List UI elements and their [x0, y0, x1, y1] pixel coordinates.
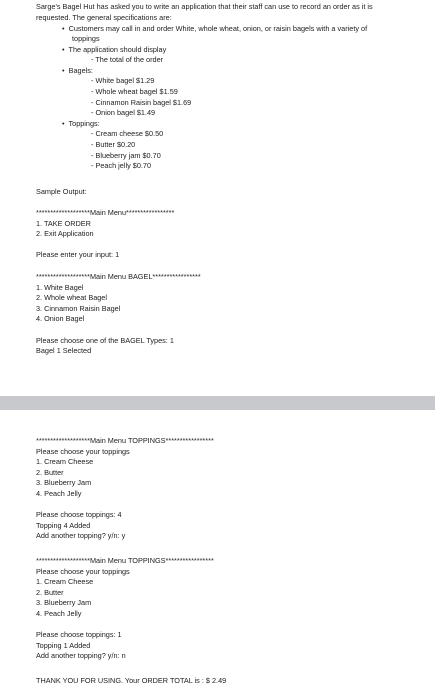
- menu-prompt: Add another topping? y/n: y: [36, 531, 126, 541]
- spec-sub: - Blueberry jam $0.70: [91, 150, 161, 160]
- menu-subheader: Please choose your toppings: [36, 446, 130, 456]
- menu-header: *******************Main Menu TOPPINGS*****************: [36, 436, 214, 445]
- menu-item: 4. Peach Jelly: [36, 608, 82, 618]
- menu-item: 2. Butter: [36, 467, 64, 477]
- menu-prompt: Please choose toppings: 4: [36, 510, 122, 520]
- spec-sub: - Onion bagel $1.49: [91, 108, 156, 118]
- spec-sub: - The total of the order: [91, 55, 164, 65]
- sample-output-label: Sample Output:: [36, 187, 87, 196]
- menu-header: *******************Main Menu*****************: [36, 208, 175, 217]
- spec-sub: - Whole wheat bagel $1.59: [91, 87, 178, 97]
- page-separator: [0, 396, 435, 410]
- menu-item: 1. Cream Cheese: [36, 457, 94, 467]
- menu-item: 3. Blueberry Jam: [36, 478, 92, 488]
- spec-continuation: toppings: [72, 34, 100, 44]
- spec-bullet: • Toppings:: [62, 118, 100, 128]
- menu-item: 2. Exit Application: [36, 229, 94, 239]
- spec-bullet: • Customers may call in and order White, whole wheat, onion, or raisin bagels with a variety of: [62, 23, 368, 33]
- menu-item: 4. Onion Bagel: [36, 314, 85, 324]
- menu-item: 1. Cream Cheese: [36, 577, 94, 587]
- menu-prompt: Please choose one of the BAGEL Types: 1: [36, 335, 174, 345]
- menu-prompt: Please enter your input: 1: [36, 250, 120, 260]
- menu-item: 2. Whole wheat Bagel: [36, 293, 107, 303]
- toppings-menu-block: [36, 436, 426, 542]
- spec-bullet: • Bagels:: [62, 65, 93, 75]
- intro-line: requested. The general specifications are:: [36, 12, 172, 22]
- bagel-menu-block: [36, 272, 426, 357]
- menu-item: 3. Blueberry Jam: [36, 598, 92, 608]
- spec-sub: - Cream cheese $0.50: [91, 129, 164, 139]
- toppings-menu-block: [36, 556, 426, 662]
- spec-bullet: • The application should display: [62, 44, 167, 54]
- menu-subheader: Please choose your toppings: [36, 566, 130, 576]
- menu-result: Topping 4 Added: [36, 520, 91, 530]
- order-total-line: THANK YOU FOR USING. Your ORDER TOTAL is : $ 2.49: [36, 676, 227, 685]
- menu-prompt: Please choose toppings: 1: [36, 630, 122, 640]
- menu-header: *******************Main Menu TOPPINGS*****************: [36, 556, 214, 565]
- spec-sub: - White bagel $1.29: [91, 76, 155, 86]
- spec-sub: - Butter $0.20: [91, 140, 136, 150]
- menu-item: 1. White Bagel: [36, 282, 84, 292]
- menu-item: 4. Peach Jelly: [36, 488, 82, 498]
- spec-sub: - Cinnamon Raisin bagel $1.69: [91, 97, 192, 107]
- spec-sub: - Peach jelly $0.70: [91, 161, 152, 171]
- menu-item: 3. Cinnamon Raisin Bagel: [36, 303, 121, 313]
- specs-list: [62, 24, 432, 172]
- main-menu-block: [36, 208, 426, 261]
- intro-line: Sarge's Bagel Hut has asked you to write an application that their staff can use to record an order as it is: [36, 2, 373, 11]
- menu-result: Bagel 1 Selected: [36, 346, 92, 356]
- menu-header: *******************Main Menu BAGEL*****************: [36, 272, 201, 281]
- menu-item: 1. TAKE ORDER: [36, 218, 91, 228]
- menu-prompt: Add another topping? y/n: n: [36, 651, 126, 661]
- menu-result: Topping 1 Added: [36, 640, 91, 650]
- intro-text: [36, 2, 431, 23]
- menu-item: 2. Butter: [36, 587, 64, 597]
